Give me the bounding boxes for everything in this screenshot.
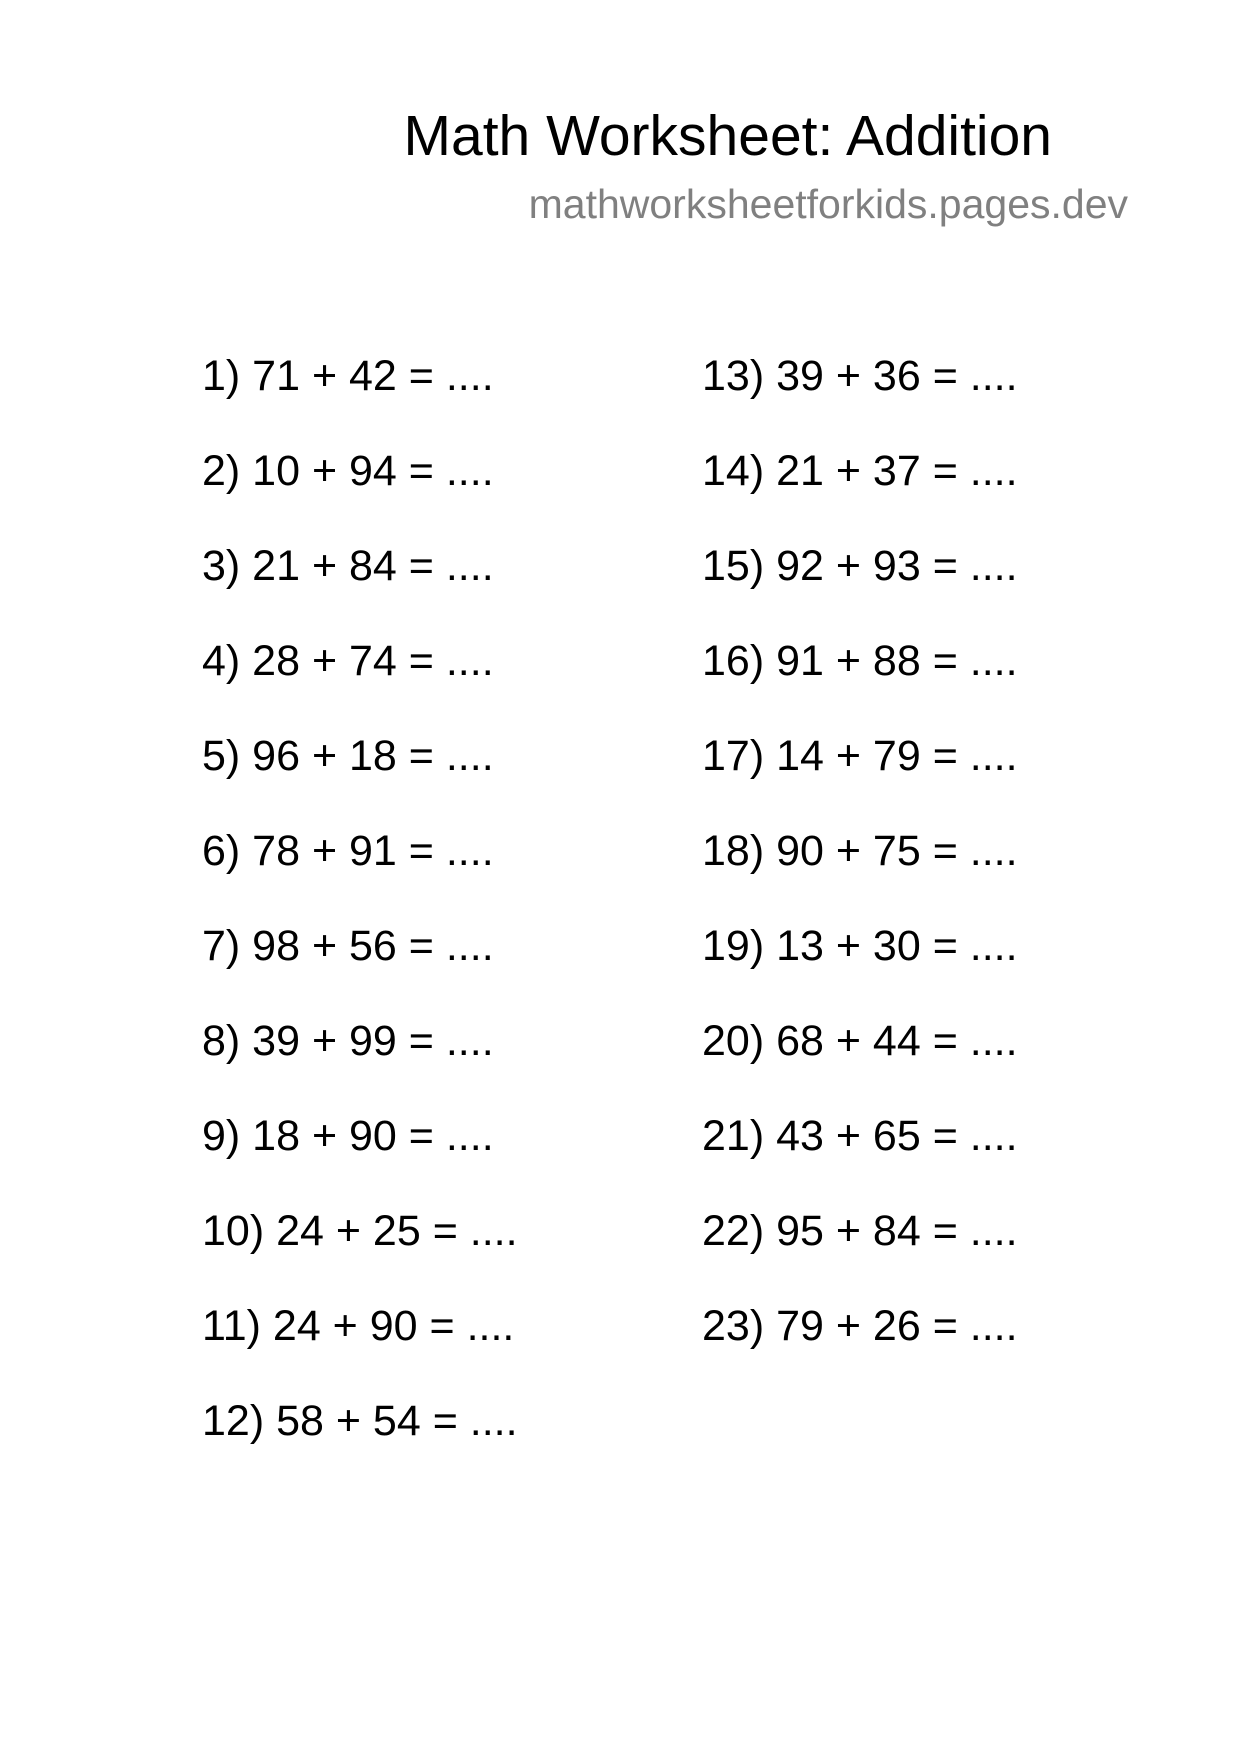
page-subtitle: mathworksheetforkids.pages.dev <box>528 181 1128 227</box>
problem-17: 17) 14 + 79 = .... <box>702 732 1018 780</box>
problem-6: 6) 78 + 91 = .... <box>202 827 494 875</box>
problem-8: 8) 39 + 99 = .... <box>202 1017 494 1065</box>
problem-9: 9) 18 + 90 = .... <box>202 1112 494 1160</box>
problem-2: 2) 10 + 94 = .... <box>202 447 494 495</box>
problem-21: 21) 43 + 65 = .... <box>702 1112 1018 1160</box>
problem-15: 15) 92 + 93 = .... <box>702 542 1018 590</box>
problem-3: 3) 21 + 84 = .... <box>202 542 494 590</box>
problem-4: 4) 28 + 74 = .... <box>202 637 494 685</box>
problem-10: 10) 24 + 25 = .... <box>202 1207 518 1255</box>
problem-12: 12) 58 + 54 = .... <box>202 1397 518 1445</box>
page-title: Math Worksheet: Addition <box>403 104 1052 168</box>
problem-1: 1) 71 + 42 = .... <box>202 352 494 400</box>
problem-22: 22) 95 + 84 = .... <box>702 1207 1018 1255</box>
problem-19: 19) 13 + 30 = .... <box>702 922 1018 970</box>
problem-20: 20) 68 + 44 = .... <box>702 1017 1018 1065</box>
problem-16: 16) 91 + 88 = .... <box>702 637 1018 685</box>
problem-23: 23) 79 + 26 = .... <box>702 1302 1018 1350</box>
problem-14: 14) 21 + 37 = .... <box>702 447 1018 495</box>
problem-11: 11) 24 + 90 = .... <box>202 1302 515 1350</box>
problem-18: 18) 90 + 75 = .... <box>702 827 1018 875</box>
problem-13: 13) 39 + 36 = .... <box>702 352 1018 400</box>
problem-5: 5) 96 + 18 = .... <box>202 732 494 780</box>
problem-7: 7) 98 + 56 = .... <box>202 922 494 970</box>
